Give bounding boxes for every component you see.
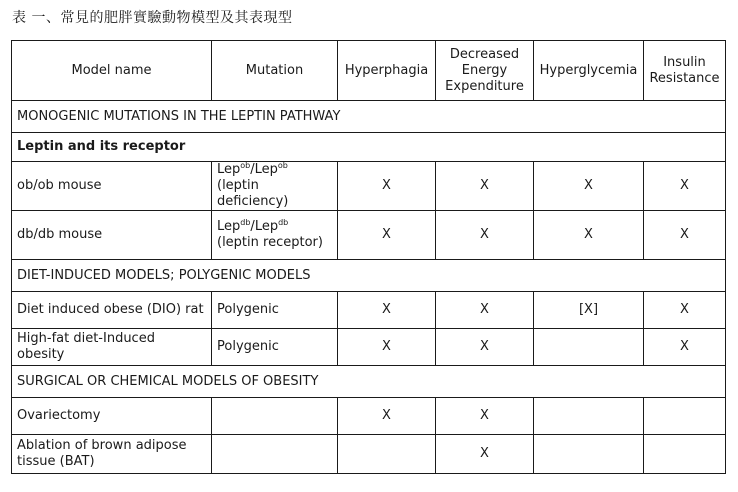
- energy-cell: X: [436, 162, 534, 211]
- mutation-note: (leptin deficiency): [217, 178, 289, 209]
- section-row: [12, 366, 726, 398]
- section-row: [12, 101, 726, 133]
- mutation-allele: ob: [240, 161, 251, 170]
- table-row: [12, 162, 726, 211]
- hyperphagia-cell: X: [338, 292, 436, 329]
- energy-cell: X: [436, 435, 534, 474]
- mutation-note: (leptin receptor): [217, 235, 323, 250]
- subsection-leptin: Leptin and its receptor: [12, 133, 726, 162]
- hyperglycemia-cell: X: [534, 162, 644, 211]
- energy-cell: X: [436, 211, 534, 260]
- mutation-separator: /: [250, 219, 255, 234]
- insulin-cell: [644, 398, 726, 435]
- hyperphagia-cell: [338, 435, 436, 474]
- energy-cell: X: [436, 398, 534, 435]
- energy-cell: X: [436, 292, 534, 329]
- insulin-cell: X: [644, 211, 726, 260]
- mutation-cell: Polygenic: [212, 292, 338, 329]
- mutation-cell: [212, 435, 338, 474]
- insulin-cell: [644, 435, 726, 474]
- model-cell: Ovariectomy: [12, 398, 212, 435]
- section-diet-induced: DIET-INDUCED MODELS; POLYGENIC MODELS: [12, 260, 726, 292]
- model-cell: ob/ob mouse: [12, 162, 212, 211]
- table-caption: 表 一、常見的肥胖實驗動物模型及其表現型: [12, 10, 293, 26]
- hyperphagia-cell: X: [338, 211, 436, 260]
- subsection-row: [12, 133, 726, 162]
- table-row: [12, 398, 726, 435]
- model-cell: Diet induced obese (DIO) rat: [12, 292, 212, 329]
- header-model-name: Model name: [12, 41, 212, 101]
- obesity-models-table: [11, 40, 726, 474]
- energy-cell: X: [436, 329, 534, 366]
- hyperglycemia-cell: [534, 398, 644, 435]
- header-hyperglycemia: Hyperglycemia: [534, 41, 644, 101]
- hyperphagia-cell: X: [338, 329, 436, 366]
- mutation-separator: /: [250, 162, 255, 177]
- mutation-cell: [212, 162, 338, 211]
- table-row: [12, 329, 726, 366]
- mutation-allele: ob: [277, 161, 288, 170]
- mutation-gene: Lep: [254, 219, 279, 234]
- mutation-allele: db: [240, 218, 251, 227]
- section-row: [12, 260, 726, 292]
- insulin-cell: X: [644, 329, 726, 366]
- model-cell: High-fat diet-Induced obesity: [12, 329, 212, 366]
- insulin-cell: X: [644, 292, 726, 329]
- hyperphagia-cell: X: [338, 398, 436, 435]
- table-row: [12, 435, 726, 474]
- hyperglycemia-cell: X: [534, 211, 644, 260]
- mutation-cell: [212, 398, 338, 435]
- mutation-gene: Lep: [217, 162, 241, 177]
- header-row: [12, 41, 726, 101]
- mutation-gene: Lep: [217, 219, 241, 234]
- mutation-cell: Polygenic: [212, 329, 338, 366]
- header-insulin-resistance: Insulin Resistance: [644, 41, 726, 101]
- mutation-cell: [212, 211, 338, 260]
- model-cell: db/db mouse: [12, 211, 212, 260]
- hyperglycemia-cell: [X]: [534, 292, 644, 329]
- model-cell: Ablation of brown adipose tissue (BAT): [12, 435, 212, 474]
- header-hyperphagia: Hyperphagia: [338, 41, 436, 101]
- table-row: [12, 211, 726, 260]
- section-monogenic: MONOGENIC MUTATIONS IN THE LEPTIN PATHWAY: [12, 101, 726, 133]
- mutation-allele: db: [278, 218, 289, 227]
- hyperglycemia-cell: [534, 329, 644, 366]
- header-decreased-energy-expenditure: Decreased Energy Expenditure: [436, 41, 534, 101]
- mutation-gene: Lep: [254, 162, 278, 177]
- table-row: [12, 292, 726, 329]
- hyperglycemia-cell: [534, 435, 644, 474]
- header-mutation: Mutation: [212, 41, 338, 101]
- section-surgical: SURGICAL OR CHEMICAL MODELS OF OBESITY: [12, 366, 726, 398]
- insulin-cell: X: [644, 162, 726, 211]
- hyperphagia-cell: X: [338, 162, 436, 211]
